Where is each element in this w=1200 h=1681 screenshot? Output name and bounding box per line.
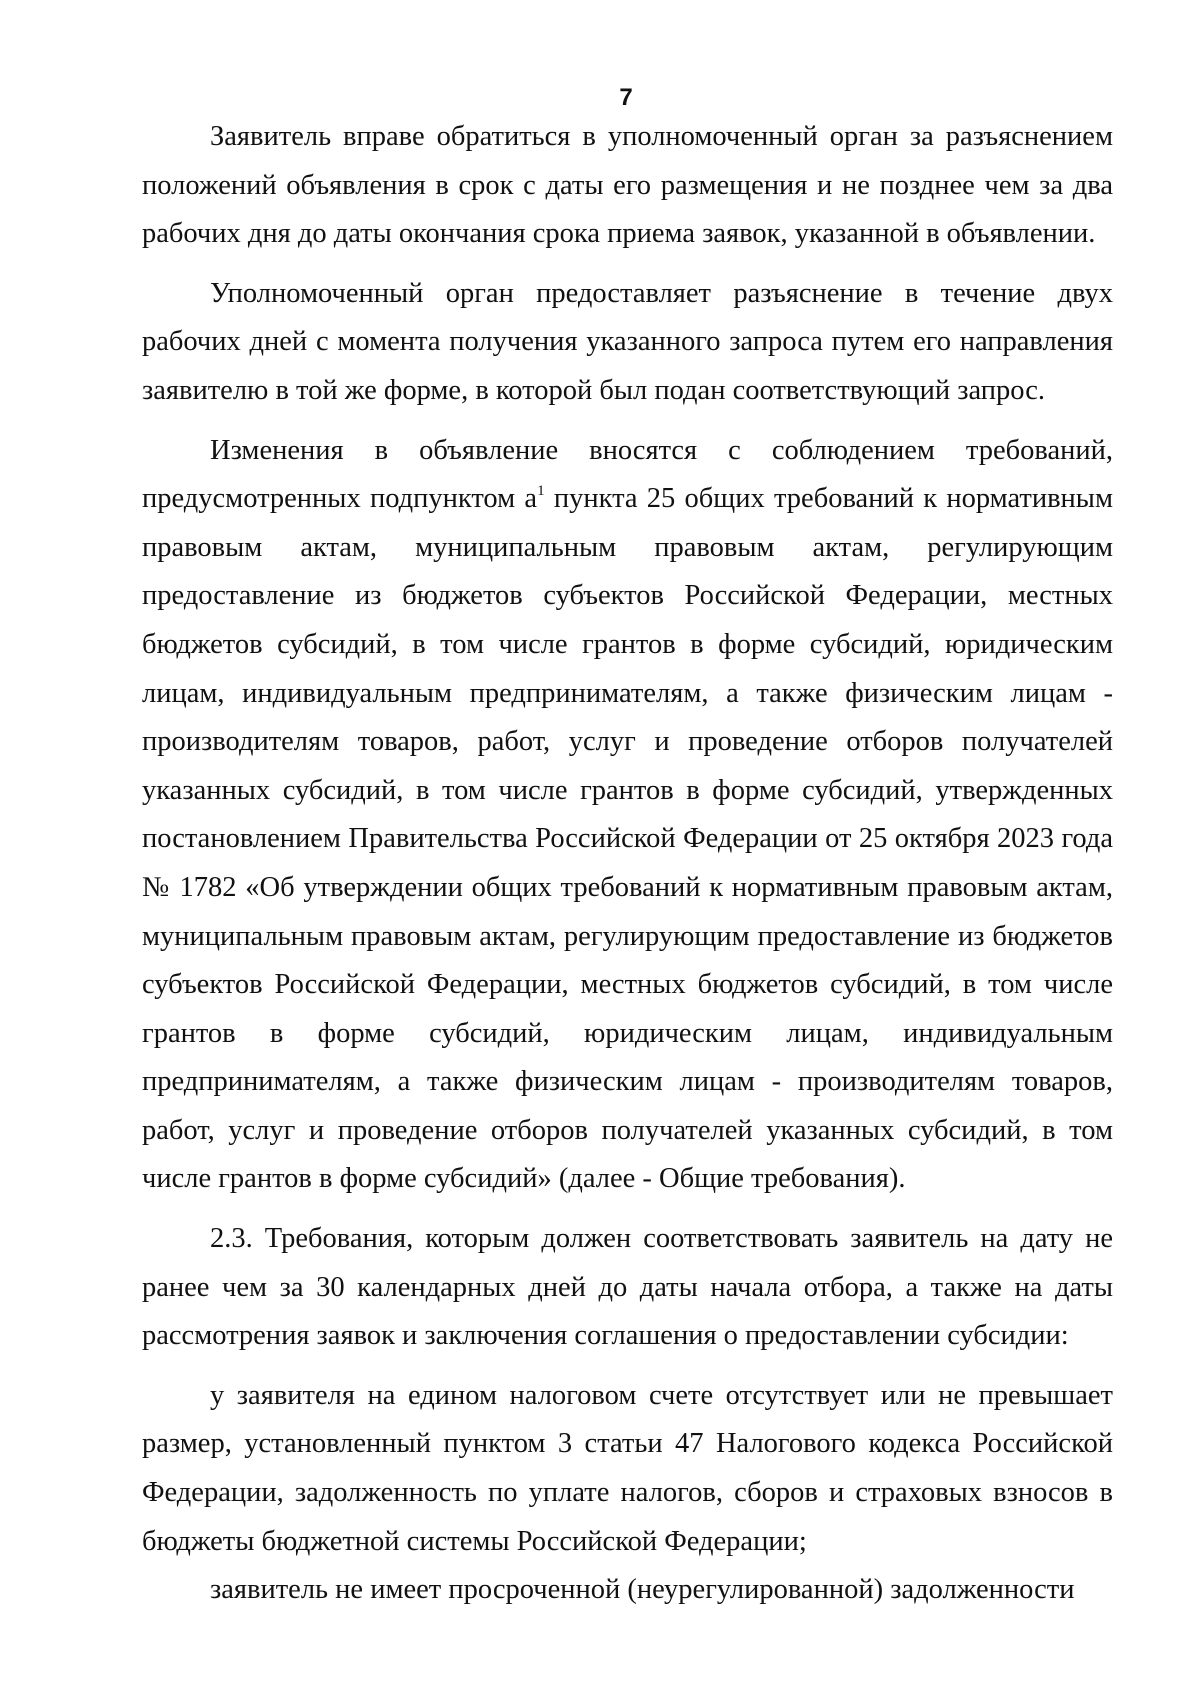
paragraph-text-part: пункта 25 общих требований к нормативным правовым актам, муниципальным правовым актам, регулирующим предоставление из бюджетов субъектов Российской Федерации, местных бюджетов субсидий, в том числе грантов в форме субсидий, юридическим лицам, индивидуальным предпринимателям, а также физическим лицам - производителям товаров, работ, услуг и проведение отборов получателей указанных субсидий, в том числе грантов в форме субсидий, утвержденных постановлением Правительства Российской Федерации от 25 октября 2023 года № 1782 «Об утверждении общих требований к нормативным правовым актам, муниципальным правовым актам, регулирующим предоставление из бюджетов субъектов Российской Федерации, местных бюджетов субсидий, в том числе грантов в форме субсидий, юридическим лицам, индивидуальным предпринимателям, а также физическим лицам - производителям товаров, работ, услуг и проведение отборов получателей указанных субсидий, в том числе грантов в форме субсидий» (далее - Общие требования). [142, 483, 1113, 1195]
paragraph-clarification-response: Уполномоченный орган предоставляет разъяснение в течение двух рабочих дней с момента получения указанного запроса путем его направления заявителю в той же форме, в которой был подан соответствующий запрос. [142, 277, 1113, 406]
paragraph-announcement-changes [142, 427, 1113, 1205]
paragraph-text-part: Изменения в объявление вносятся с соблюдением требований, предусмотренных подпунктом а [142, 434, 1113, 515]
paragraph-tax-debt-requirement: у заявителя на едином налоговом счете отсутствует или не превышает размер, установленный пунктом 3 статьи 47 Налогового кодекса Российской Федерации, задолженность по уплате налогов, сборов и страховых взносов в бюджеты бюджетной системы Российской Федерации; [142, 1379, 1113, 1557]
paragraph-clarification-request: Заявитель вправе обратиться в уполномоченный орган за разъяснением положений объявления в срок с даты его размещения и не позднее чем за два рабочих дня до даты окончания срока приема заявок, указанной в объявлении. [142, 121, 1113, 250]
paragraph-section-2-3: 2.3. Требования, которым должен соответствовать заявитель на дату не ранее чем за 30 календарных дней до даты начала отбора, а также на даты рассмотрения заявок и заключения соглашения о предоставлении субсидии: [142, 1223, 1113, 1352]
paragraph-overdue-debt-requirement: заявитель не имеет просроченной (неурегулированной) задолженности [210, 1574, 1075, 1606]
document-body [142, 113, 1113, 1615]
superscript-marker: 1 [537, 483, 545, 500]
page-number: 7 [619, 84, 633, 111]
